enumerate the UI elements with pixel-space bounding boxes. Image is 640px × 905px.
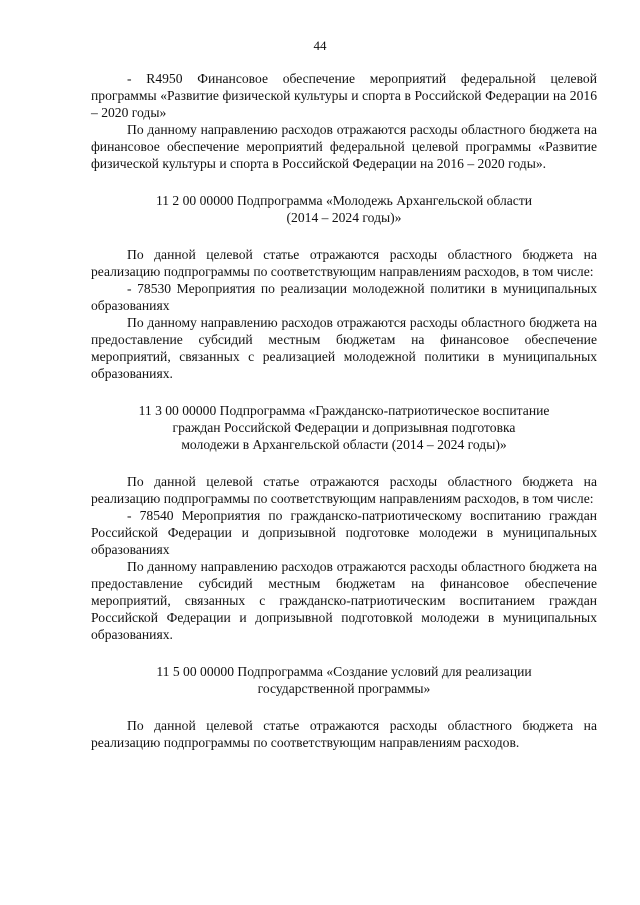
expense-description-78530: По данному направлению расходов отражаются расходы областного бюджета на предоставление субсидий местным бюджетам на финансовое обеспечение мероприятий, связанных с реализацией молодежной политики в муниципальных образованиях. bbox=[91, 315, 597, 381]
subprogram-description-11-3: По данной целевой статье отражаются расходы областного бюджета на реализацию подпрограммы по соответствующим направлениям расходов, в том числе: bbox=[91, 474, 597, 506]
heading-line: граждан Российской Федерации и допризывная подготовка bbox=[172, 420, 516, 435]
heading-line: молодежи в Архангельской области (2014 – 2024 годы)» bbox=[181, 437, 507, 452]
heading-line: 11 2 00 00000 Подпрограмма «Молодежь Архангельской области bbox=[155, 193, 533, 208]
heading-line: 11 5 00 00000 Подпрограмма «Создание условий для реализации bbox=[156, 664, 532, 679]
subprogram-heading-11-5 bbox=[91, 663, 597, 697]
expense-direction-78530: - 78530 Мероприятия по реализации молодежной политики в муниципальных образованиях bbox=[91, 281, 597, 313]
expense-direction-78540: - 78540 Мероприятия по гражданско-патриотическому воспитанию граждан Российской Федерации и допризывной подготовке молодежи в муниципальных образованиях bbox=[91, 508, 597, 557]
subprogram-description-11-2: По данной целевой статье отражаются расходы областного бюджета на реализацию подпрограммы по соответствующим направлениям расходов, в том числе: bbox=[91, 247, 597, 279]
subprogram-heading-11-3 bbox=[91, 402, 597, 453]
heading-line: государственной программы» bbox=[257, 681, 431, 696]
subprogram-description-11-5: По данной целевой статье отражаются расходы областного бюджета на реализацию подпрограммы по соответствующим направлениям расходов. bbox=[91, 718, 597, 750]
heading-line: 11 3 00 00000 Подпрограмма «Гражданско-патриотическое воспитание bbox=[138, 403, 550, 418]
expense-description-r4950: По данному направлению расходов отражаются расходы областного бюджета на финансовое обеспечение мероприятий федеральной целевой программы «Развитие физической культуры и спорта в Российской Федерации на 2016 – 2020 годы». bbox=[91, 122, 597, 171]
subprogram-heading-11-2 bbox=[91, 192, 597, 226]
heading-line: (2014 – 2024 годы)» bbox=[286, 210, 402, 225]
expense-description-78540: По данному направлению расходов отражаются расходы областного бюджета на предоставление субсидий местным бюджетам на финансовое обеспечение мероприятий, связанных с гражданско-патриотическим воспитанием граждан Российской Федерации и допризывной подготовкой молодежи в муниципальных образованиях. bbox=[91, 559, 597, 642]
expense-direction-r4950: - R4950 Финансовое обеспечение мероприятий федеральной целевой программы «Развитие физической культуры и спорта в Российской Федерации на 2016 – 2020 годы» bbox=[91, 71, 597, 120]
page-number: 44 bbox=[313, 38, 327, 53]
document-body bbox=[91, 70, 597, 751]
